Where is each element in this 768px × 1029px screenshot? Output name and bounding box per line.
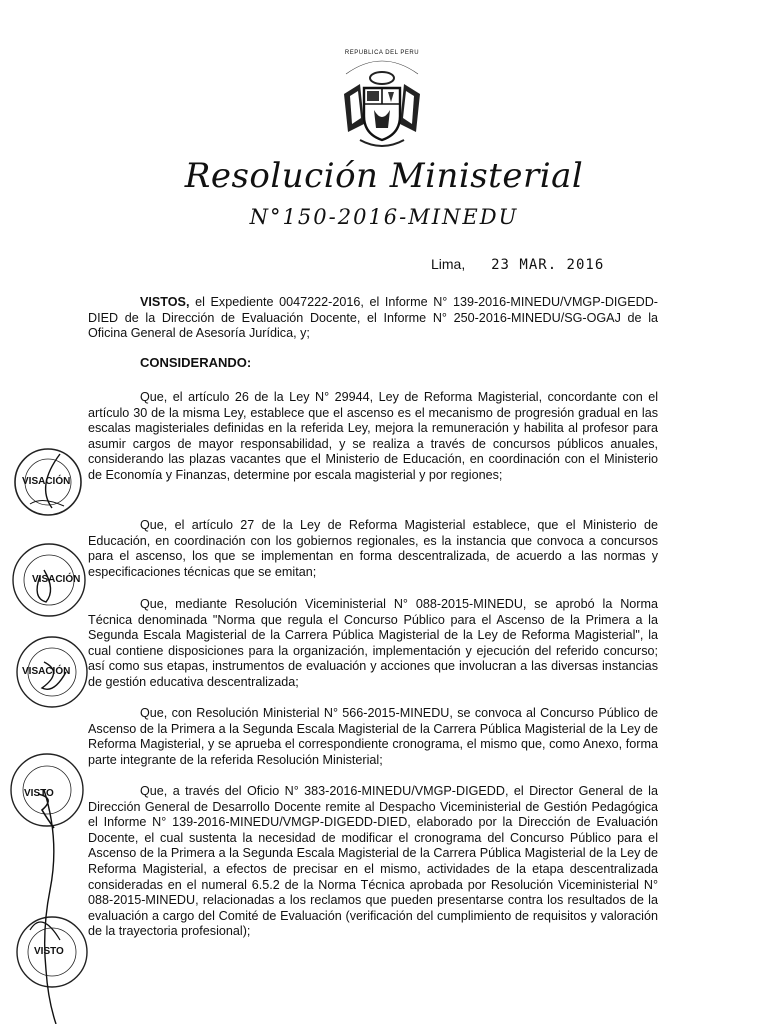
document-title: Resolución Ministerial	[184, 156, 584, 196]
visacion-stamp	[12, 446, 84, 523]
paragraph-text: Que, con Resolución Ministerial N° 566-2015-MINEDU, se convoca al Concurso Público de Ascenso de la Primera a la Segunda Escala Magisterial de la Carrera Pública Magisterial de la Ley de Reforma Magisterial, y se aprueba el correspondiente cronograma, el mismo que, como Anexo, forma parte integrante de la referida Resolución Ministerial;	[88, 706, 658, 767]
paragraph-text: Que, el artículo 26 de la Ley N° 29944, Ley de Reforma Magisterial, concordante con el artículo 30 de la misma Ley, establece que el ascenso es el mecanismo de progresión gradual en las escalas magisteriales definidas en la referida Ley, mejora la remuneración y habilita al profesor para asumir cargos de mayor responsabilidad, y se realiza a través de concursos públicos anuales, considerando las plazas vacantes que el Ministerio de Educación, en coordinación con el Ministerio de Economía y Finanzas, determine por escala magisterial y por regiones;	[88, 390, 658, 482]
paragraph-text: Que, el artículo 27 de la Ley de Reforma Magisterial establece, que el Ministerio de Educación, en coordinación con los gobiernos regionales, es la instancia que convoca a concursos para el ascenso, los que se implementan en forma descentralizada, de acuerdo a las normas y especificaciones técnicas que se emitan;	[88, 518, 658, 579]
date-stamp: 23 MAR. 2016	[491, 257, 605, 273]
stamp-label: VISTO	[34, 946, 64, 957]
visacion-stamp	[10, 540, 88, 625]
paragraph	[88, 784, 658, 940]
paragraph	[88, 706, 658, 768]
resolution-number: N°150-2016-MINEDU	[249, 205, 519, 229]
visacion-stamp	[14, 632, 90, 717]
considerando-heading: CONSIDERANDO:	[140, 355, 252, 370]
paragraph	[88, 597, 658, 691]
date-line	[431, 256, 604, 273]
stamp-label: VISTO	[24, 788, 54, 799]
vistos-paragraph	[88, 295, 658, 342]
stamp-label: VISACIÓN	[22, 666, 71, 677]
place-label: Lima,	[431, 256, 466, 272]
stamp-label: VISACIÓN	[22, 476, 71, 487]
vistos-text: el Expediente 0047222-2016, el Informe N° 139-2016-MINEDU/VMGP-DIGEDD-DIED de la Dirección de Evaluación Docente, el Informe N° 250-2016-MINEDU/SG-OGAJ de la Oficina General de Asesoría Jurídica, y;	[88, 295, 658, 341]
stamp-label: VISACIÓN	[32, 574, 81, 585]
margin-signature	[20, 780, 80, 1029]
vistos-label: VISTOS,	[140, 295, 190, 309]
paragraph	[88, 390, 658, 484]
paragraph	[88, 518, 658, 580]
paragraph-text: Que, mediante Resolución Viceministerial N° 088-2015-MINEDU, se aprobó la Norma Técnica denominada "Norma que regula el Concurso Público para el Ascenso de la Primera a la Segunda Escala Magisterial de la Carrera Pública Magisterial de la Ley de Reforma Magisterial", la cual contiene disposiciones para la organización, implementación y ejecución del referido concurso; así como sus etapas, instrumentos de evaluación y acciones que involucran a las diversas instancias de gestión educativa descentralizada;	[88, 597, 658, 689]
coat-of-arms-emblem	[334, 44, 430, 150]
crest-label: REPUBLICA DEL PERU	[344, 50, 420, 56]
paragraph-text: Que, a través del Oficio N° 383-2016-MINEDU/VMGP-DIGEDD, el Director General de la Dirección General de Desarrollo Docente remite al Despacho Viceministerial de Gestión Pedagógica el Informe N° 139-2016-MINEDU/VMGP-DIGEDD-DIED, elaborado por la Dirección de Evaluación Docente, el cual sustenta la necesidad de modificar el cronograma del Concurso Público para el Ascenso de la Primera a la Segunda Escala Magisterial de la Carrera Pública Magisterial de la Ley de Reforma Magisterial, a efectos de precisar en el mismo, actividades de la etapa descentralizada consideradas en el numeral 6.5.2 de la Norma Técnica aprobada por Resolución Viceministerial N° 088-2015-MINEDU, relacionadas a los reclamos que pueden presentarse contra los resultados de la evaluación a cargo del Comité de Evaluación (verificación del cumplimiento de requisitos y valoración de la trayectoria profesional);	[88, 784, 658, 939]
